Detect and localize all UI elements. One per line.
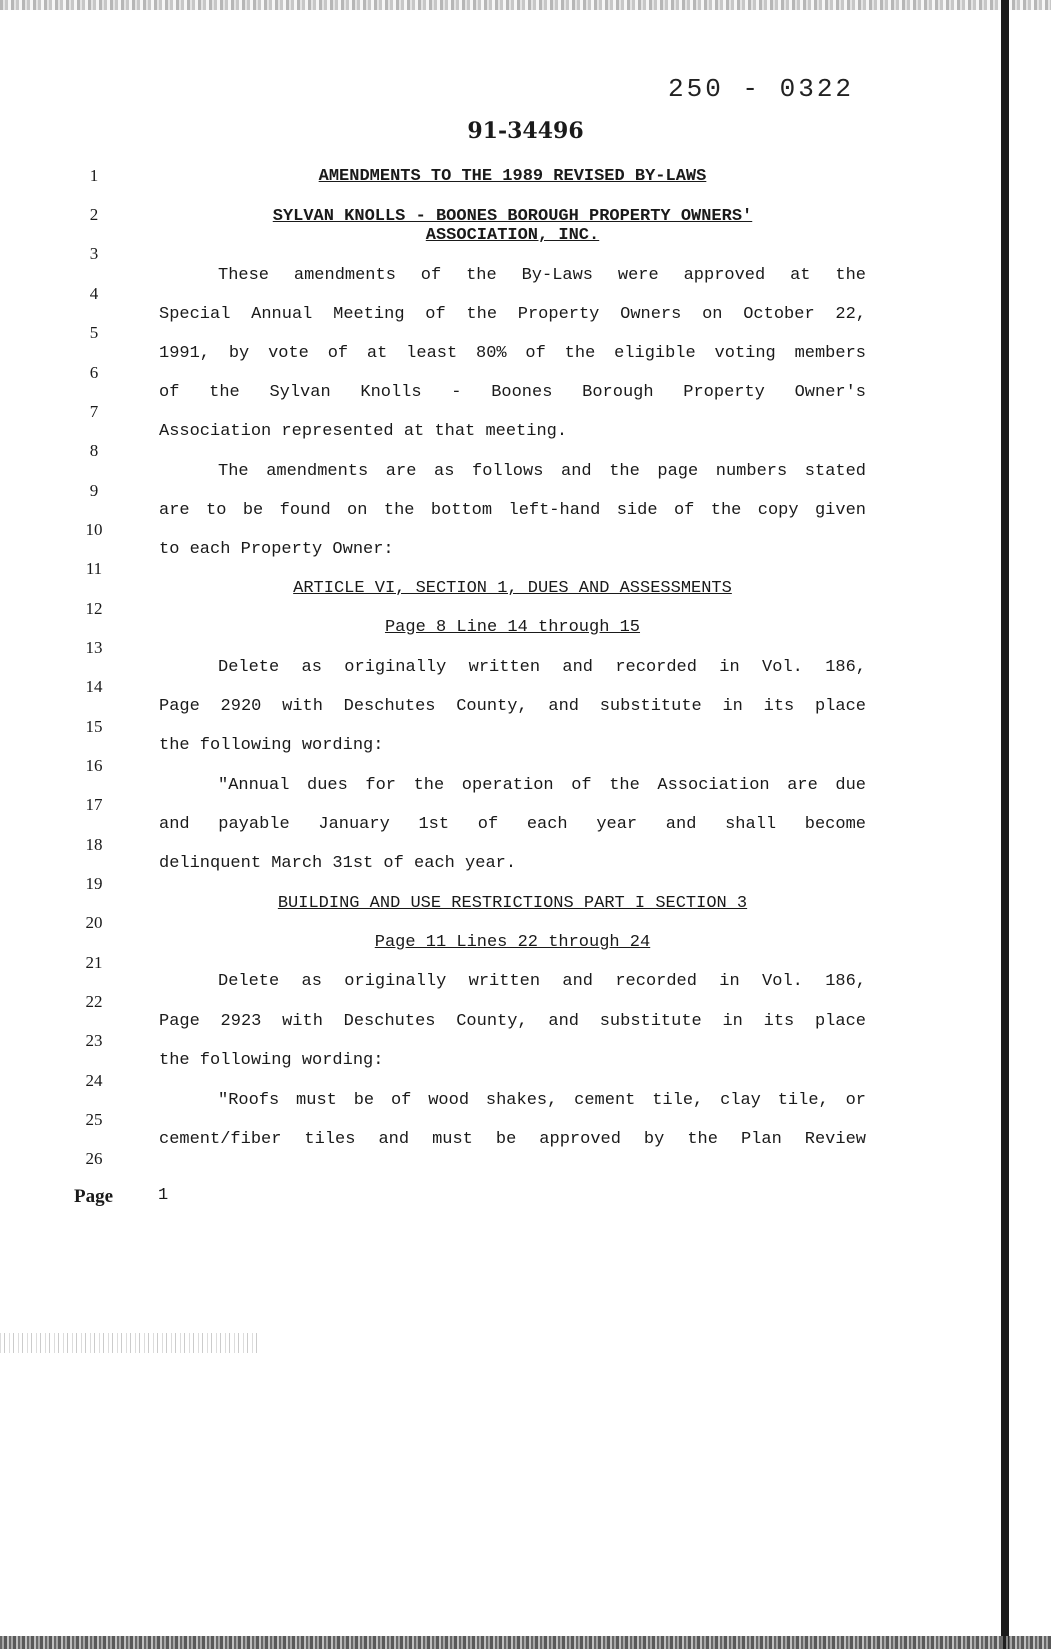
line-number: 16 (85, 756, 103, 775)
section1-wording-line: delinquent March 31st of each year. (159, 854, 517, 873)
intro2-line: to each Property Owner: (159, 540, 394, 559)
section1-page-ref: Page 8 Line 14 through 15 (384, 618, 641, 637)
intro-line: Association represented at that meeting. (159, 422, 568, 441)
line-number: 23 (85, 1031, 103, 1050)
line-number: 18 (85, 835, 103, 854)
line-number: 2 (89, 205, 99, 224)
line-number: 22 (85, 992, 103, 1011)
line-number: 8 (89, 441, 99, 460)
line-number: 5 (89, 323, 99, 342)
document-title: AMENDMENTS TO THE 1989 REVISED BY-LAWS (318, 167, 707, 186)
reference-number: 250 - 0322 (668, 74, 855, 104)
section2-wording-line: "Roofs must be of wood shakes, cement tile, clay tile, or (218, 1091, 866, 1110)
section2-instruction-line: Page 2923 with Deschutes County, and substitute in its place (159, 1012, 866, 1031)
line-number: 26 (85, 1149, 103, 1168)
scan-smudge (0, 1333, 260, 1353)
intro2-line: are to be found on the bottom left-hand side of the copy given (159, 501, 866, 520)
line-number: 24 (85, 1071, 103, 1090)
section1-wording-line: and payable January 1st of each year and shall become (159, 815, 866, 834)
page-label: Page (74, 1186, 114, 1207)
intro-line: of the Sylvan Knolls - Boones Borough Property Owner's (159, 383, 866, 402)
line-number: 14 (85, 677, 103, 696)
association-name-line-1: SYLVAN KNOLLS - BOONES BOROUGH PROPERTY OWNERS' (272, 207, 753, 226)
line-number: 19 (85, 874, 103, 893)
intro2-line: The amendments are as follows and the page numbers stated (218, 462, 866, 481)
section1-instruction-line: Delete as originally written and recorded in Vol. 186, (218, 658, 866, 677)
line-number: 17 (85, 795, 103, 814)
scan-artifact-top (0, 0, 1051, 10)
line-number: 13 (85, 638, 103, 657)
section1-heading: ARTICLE VI, SECTION 1, DUES AND ASSESSMENTS (293, 579, 732, 598)
intro-line: 1991, by vote of at least 80% of the eligible voting members (159, 344, 866, 363)
section2-page-ref: Page 11 Lines 22 through 24 (374, 933, 651, 952)
intro-line: These amendments of the By-Laws were approved at the (218, 266, 866, 285)
intro-line: Special Annual Meeting of the Property Owners on October 22, (159, 305, 866, 324)
line-number: 3 (89, 244, 99, 263)
section2-heading: BUILDING AND USE RESTRICTIONS PART I SECTION 3 (277, 894, 748, 913)
association-name-line-2: ASSOCIATION, INC. (425, 226, 600, 245)
section1-instruction-line: Page 2920 with Deschutes County, and substitute in its place (159, 697, 866, 716)
document-number: 91-34496 (467, 118, 584, 144)
line-number: 15 (85, 717, 103, 736)
section1-wording-line: "Annual dues for the operation of the Association are due (218, 776, 866, 795)
line-number: 1 (89, 166, 99, 185)
scan-artifact-right-edge (1001, 0, 1009, 1649)
line-number: 7 (89, 402, 99, 421)
line-number: 9 (89, 481, 99, 500)
line-number: 6 (89, 363, 99, 382)
scan-artifact-bottom (0, 1636, 1051, 1649)
line-number: 12 (85, 599, 103, 618)
page-number: 1 (158, 1186, 169, 1205)
line-number: 20 (85, 913, 103, 932)
section2-instruction-line: Delete as originally written and recorded in Vol. 186, (218, 972, 866, 991)
line-number: 4 (89, 284, 99, 303)
line-number: 10 (85, 520, 103, 539)
line-number: 25 (85, 1110, 103, 1129)
section2-instruction-line: the following wording: (159, 1051, 384, 1070)
line-number: 11 (85, 559, 103, 578)
section1-instruction-line: the following wording: (159, 736, 384, 755)
line-number: 21 (85, 953, 103, 972)
section2-wording-line: cement/fiber tiles and must be approved by the Plan Review (159, 1130, 866, 1149)
